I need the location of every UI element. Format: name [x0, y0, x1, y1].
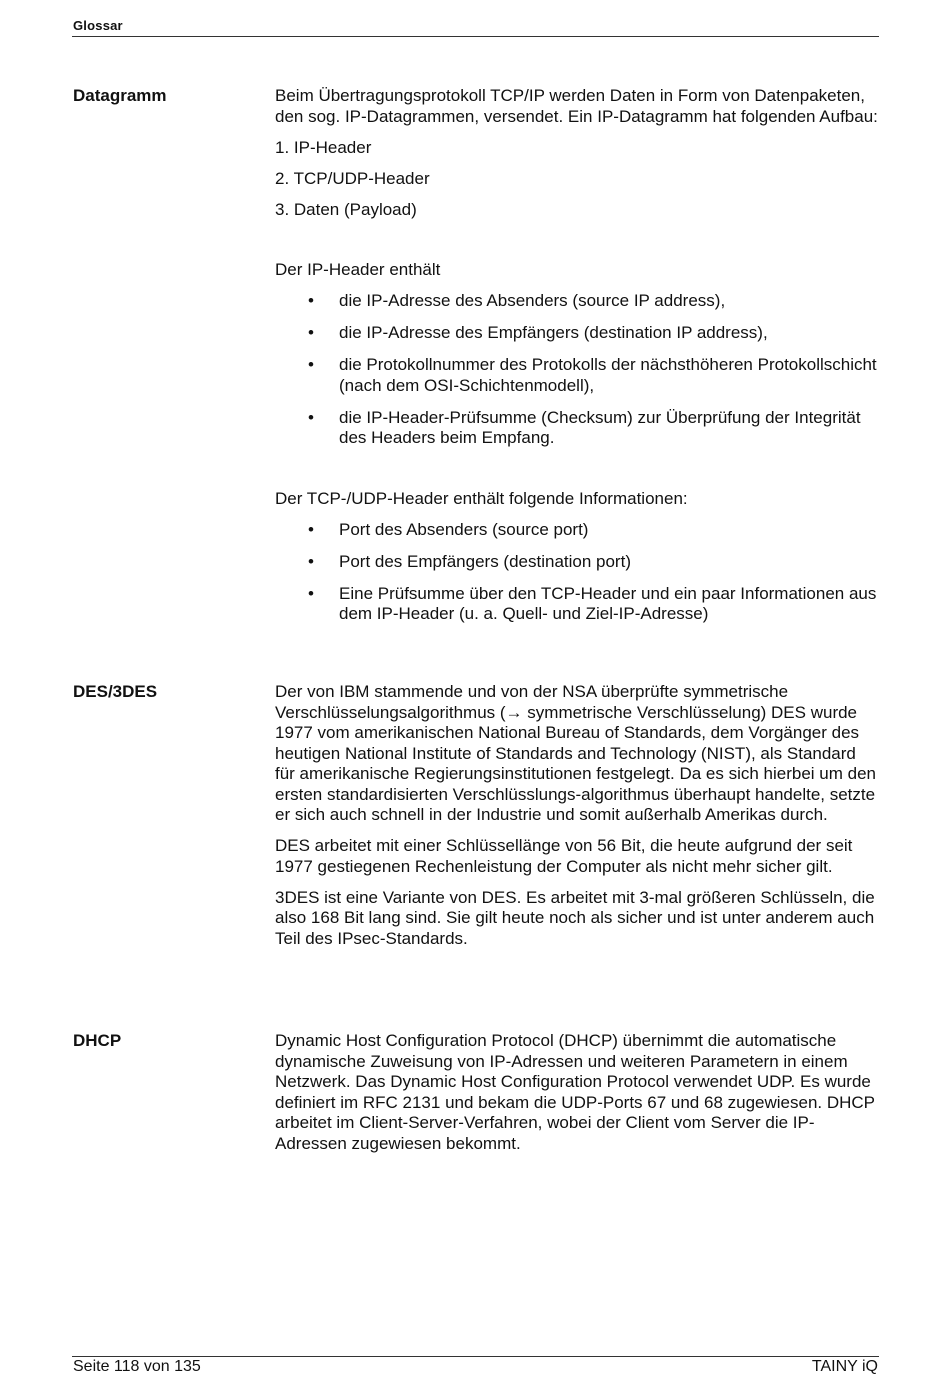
bullet-icon: •: [308, 583, 314, 603]
definition-datagramm: [275, 86, 879, 636]
tcp-header-list: [275, 520, 879, 625]
paragraph: Dynamic Host Configuration Protocol (DHCP) übernimmt die automatische dynamische Zuweisung von IP-Adressen und weiteren Parametern in einem Netzwerk. Das Dynamic Host Configuration Protocol verwendet UDP. Es wurde definiert im RFC 2131 und bekam die UDP-Ports 67 und 68 zugewiesen. DHCP arbeitet im Client-Server-Verfahren, wobei der Client vom Server die IP-Adressen zugewiesen bekommt.: [275, 1031, 875, 1153]
datagramm-list-item: 2. TCP/UDP-Header: [275, 168, 430, 188]
list-item: • Port des Empfängers (destination port): [308, 551, 631, 571]
list-item: • die Protokollnummer des Protokolls der nächsthöheren Protokollschicht (nach dem OSI-Schichtenmodell),: [308, 355, 877, 395]
bullet-icon: •: [308, 355, 314, 374]
ip-header-intro: Der IP-Header enthält: [275, 260, 441, 279]
bullet-icon: •: [308, 291, 314, 310]
paragraph: 3DES ist eine Variante von DES. Es arbeitet mit 3-mal größeren Schlüsseln, die also 168 Bit lang sind. Sie gilt heute noch als sicher und ist unter anderem auch Teil des IPsec-Standards.: [275, 887, 875, 948]
footer-rule: [72, 1356, 879, 1357]
product-name: TAINY iQ: [811, 1358, 878, 1375]
page-number: Seite 118 von 135: [73, 1358, 201, 1375]
definition-dhcp: [275, 1031, 879, 1165]
bullet-icon: •: [308, 519, 314, 539]
tcp-header-intro: Der TCP-/UDP-Header enthält folgende Informationen:: [275, 488, 688, 508]
datagramm-intro: Beim Übertragungsprotokoll TCP/IP werden Daten in Form von Datenpaketen, den sog. IP-Datagrammen, versendet. Ein IP-Datagramm hat folgenden Aufbau:: [275, 86, 878, 126]
datagramm-list-item: 3. Daten (Payload): [275, 199, 417, 219]
datagramm-list-item: 1. IP-Header: [275, 137, 372, 157]
term-des: DES/3DES: [73, 682, 158, 701]
list-item: • die IP-Adresse des Absenders (source IP address),: [308, 291, 726, 310]
definition-des: [275, 682, 879, 960]
paragraph: DES arbeitet mit einer Schlüssellänge von 56 Bit, die heute aufgrund der seit 1977 gestiegenen Rechenleistung der Computer als nicht mehr sicher gilt.: [275, 836, 853, 876]
running-header: Glossar: [73, 18, 123, 33]
header-rule: [72, 36, 879, 37]
list-item: • die IP-Header-Prüfsumme (Checksum) zur Überprüfung der Integrität des Headers beim Empfang.: [308, 407, 861, 447]
paragraph: Der von IBM stammende und von der NSA überprüfte symmetrische Verschlüsselungsalgorithmus (→ symmetrische Verschlüsselung) DES wurde 1977 vom amerikanischen National Bureau of Standards, dem Vorgänger des heutigen National Institute of Standards and Technology (NIST), als Standard für amerikanische Regierungsinstitutionen festgelegt. Da es sich hierbei um den ersten standardisierten Verschlüsslungs-algorithmus überhaupt handelte, setzte er sich auch schnell in der Industrie und somit außerhalb Amerikas durch.: [275, 682, 876, 824]
ip-header-list: [275, 291, 879, 449]
list-item: • die IP-Adresse des Empfängers (destination IP address),: [308, 323, 768, 342]
bullet-icon: •: [308, 407, 314, 427]
bullet-icon: •: [308, 551, 314, 571]
term-datagramm: Datagramm: [73, 86, 167, 105]
list-item: • Eine Prüfsumme über den TCP-Header und ein paar Informationen aus dem IP-Header (u. a. Quell- und Ziel-IP-Adresse): [308, 583, 877, 623]
list-item: • Port des Absenders (source port): [308, 519, 589, 539]
bullet-icon: •: [308, 323, 314, 342]
term-dhcp: DHCP: [73, 1031, 122, 1050]
